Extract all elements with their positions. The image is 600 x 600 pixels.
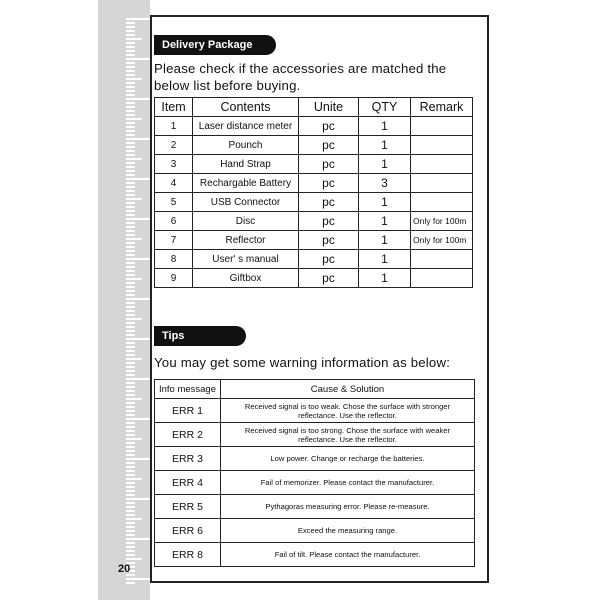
ruler-tick [126, 118, 142, 120]
item-unit: pc [299, 136, 359, 155]
ruler-tick [126, 166, 135, 168]
ruler-tick [126, 142, 135, 144]
ruler-tick [126, 34, 135, 36]
item-remark [411, 174, 473, 193]
item-number: 1 [155, 117, 193, 136]
ruler-tick [126, 138, 150, 140]
table-header-row [155, 380, 475, 399]
column-header: Info message [155, 380, 221, 399]
table-row [155, 231, 473, 250]
ruler-tick [126, 110, 135, 112]
ruler-tick [126, 250, 135, 252]
tips-heading: Tips [154, 326, 246, 346]
ruler-tick [126, 514, 135, 516]
ruler-tick [126, 222, 135, 224]
item-contents: Laser distance meter [193, 117, 299, 136]
ruler-tick [126, 458, 150, 460]
ruler-tick [126, 206, 135, 208]
ruler-tick [126, 350, 135, 352]
ruler-tick [126, 454, 135, 456]
ruler-tick [126, 378, 150, 380]
error-cause: Pythagoras measuring error. Please re-measure. [221, 495, 475, 519]
ruler-tick [126, 482, 135, 484]
delivery-intro-line2: below list before buying. [154, 78, 301, 93]
ruler-tick [126, 502, 135, 504]
item-contents: Giftbox [193, 269, 299, 288]
ruler-tick [126, 150, 135, 152]
ruler-tick [126, 322, 135, 324]
ruler-tick [126, 290, 135, 292]
item-contents: Rechargable Battery [193, 174, 299, 193]
ruler-tick [126, 174, 135, 176]
ruler-tick [126, 318, 142, 320]
ruler-tick [126, 54, 135, 56]
item-unit: pc [299, 174, 359, 193]
ruler-tick [126, 182, 135, 184]
error-cause: Fail of tilt. Please contact the manufacturer. [221, 543, 475, 567]
delivery-intro [154, 60, 446, 94]
item-remark: Only for 100m [411, 212, 473, 231]
table-row [155, 155, 473, 174]
item-unit: pc [299, 212, 359, 231]
item-remark [411, 250, 473, 269]
item-remark [411, 193, 473, 212]
ruler-tick [126, 58, 150, 60]
item-qty: 1 [359, 117, 411, 136]
ruler-tick [126, 234, 135, 236]
item-qty: 1 [359, 155, 411, 174]
ruler-tick [126, 90, 135, 92]
ruler-tick [126, 506, 135, 508]
item-qty: 1 [359, 136, 411, 155]
ruler-tick [126, 474, 135, 476]
ruler-tick [126, 490, 135, 492]
ruler-tick [126, 198, 142, 200]
ruler-tick [126, 298, 150, 300]
error-cause: Exceed the measuring range. [221, 519, 475, 543]
table-header-row [155, 98, 473, 117]
ruler-tick [126, 270, 135, 272]
ruler-tick [126, 330, 135, 332]
ruler-tick [126, 242, 135, 244]
ruler-tick [126, 78, 142, 80]
item-qty: 1 [359, 269, 411, 288]
ruler-tick [126, 202, 135, 204]
ruler-tick [126, 22, 135, 24]
table-row [155, 117, 473, 136]
ruler-tick [126, 218, 150, 220]
ruler-tick [126, 534, 135, 536]
error-code: ERR 1 [155, 399, 221, 423]
ruler-tick [126, 462, 135, 464]
ruler-tick [126, 38, 142, 40]
ruler-tick [126, 446, 135, 448]
ruler-tick [126, 74, 135, 76]
ruler-tick [126, 130, 135, 132]
ruler-tick [126, 418, 150, 420]
ruler-tick [126, 126, 135, 128]
ruler-tick [126, 86, 135, 88]
ruler-tick [126, 518, 142, 520]
ruler-tick [126, 310, 135, 312]
table-row [155, 250, 473, 269]
ruler-tick [126, 266, 135, 268]
ruler-tick [126, 442, 135, 444]
ruler-tick [126, 30, 135, 32]
ruler-tick [126, 402, 135, 404]
ruler-tick [126, 66, 135, 68]
ruler-tick [126, 450, 135, 452]
item-remark [411, 155, 473, 174]
ruler-tick [126, 430, 135, 432]
ruler-tick [126, 194, 135, 196]
column-header: Contents [193, 98, 299, 117]
warning-messages-table [154, 379, 475, 567]
table-row [155, 423, 475, 447]
ruler-tick [126, 338, 150, 340]
page-number: 20 [118, 563, 131, 575]
ruler-tick [126, 258, 150, 260]
error-cause: Fail of memorizer. Please contact the manufacturer. [221, 471, 475, 495]
ruler-tick [126, 62, 135, 64]
table-row [155, 212, 473, 231]
ruler-tick [126, 226, 135, 228]
ruler-tick [126, 438, 142, 440]
column-header: Remark [411, 98, 473, 117]
item-unit: pc [299, 269, 359, 288]
ruler-tick [126, 102, 135, 104]
ruler-tick [126, 538, 150, 540]
item-unit: pc [299, 231, 359, 250]
ruler-tick [126, 410, 135, 412]
item-number: 6 [155, 212, 193, 231]
ruler-tick [126, 486, 135, 488]
ruler-tick [126, 346, 135, 348]
ruler-tick [126, 354, 135, 356]
ruler-tick [126, 554, 135, 556]
column-header: Cause & Solution [221, 380, 475, 399]
ruler-tick [126, 394, 135, 396]
table-row [155, 193, 473, 212]
ruler-tick [126, 426, 135, 428]
item-qty: 1 [359, 250, 411, 269]
ruler-tick [126, 374, 135, 376]
item-number: 9 [155, 269, 193, 288]
ruler-tick [126, 414, 135, 416]
item-number: 2 [155, 136, 193, 155]
ruler-tick [126, 398, 142, 400]
item-unit: pc [299, 155, 359, 174]
ruler-tick [126, 342, 135, 344]
ruler-tick [126, 186, 135, 188]
ruler-tick [126, 170, 135, 172]
ruler-tick [126, 406, 135, 408]
delivery-package-table [154, 97, 473, 288]
ruler-tick [126, 470, 135, 472]
item-contents: Disc [193, 212, 299, 231]
item-qty: 1 [359, 231, 411, 250]
error-code: ERR 8 [155, 543, 221, 567]
item-qty: 3 [359, 174, 411, 193]
table-row [155, 269, 473, 288]
ruler-tick [126, 70, 135, 72]
ruler-tick [126, 122, 135, 124]
ruler-tick [126, 434, 135, 436]
ruler-tick [126, 230, 135, 232]
ruler-tick [126, 510, 135, 512]
ruler-tick [126, 146, 135, 148]
ruler-tick [126, 302, 135, 304]
ruler-tick [126, 530, 135, 532]
ruler-tick [126, 294, 135, 296]
ruler-tick [126, 98, 150, 100]
ruler-tick [126, 386, 135, 388]
ruler-tick [126, 190, 135, 192]
ruler-tick [126, 42, 135, 44]
ruler-tick [126, 366, 135, 368]
ruler-tick [126, 246, 135, 248]
ruler-tick [126, 362, 135, 364]
ruler-tick [126, 50, 135, 52]
ruler-tick [126, 178, 150, 180]
manual-page [150, 15, 489, 583]
ruler-tick [126, 214, 135, 216]
ruler-tick [126, 314, 135, 316]
table-row [155, 519, 475, 543]
ruler-tick [126, 306, 135, 308]
ruler-tick [126, 114, 135, 116]
item-contents: User' s manual [193, 250, 299, 269]
item-number: 3 [155, 155, 193, 174]
ruler-tick [126, 466, 135, 468]
error-cause: Received signal is too strong. Chose the surface with weaker reflectance. Use the reflector. [221, 423, 475, 447]
ruler-tick [126, 46, 135, 48]
item-contents: Hand Strap [193, 155, 299, 174]
error-code: ERR 6 [155, 519, 221, 543]
item-unit: pc [299, 250, 359, 269]
ruler-tick [126, 522, 135, 524]
tips-intro: You may get some warning information as below: [154, 355, 451, 370]
ruler-tick [126, 542, 135, 544]
delivery-package-heading: Delivery Package [154, 35, 276, 55]
table-row [155, 447, 475, 471]
ruler-tick [126, 154, 135, 156]
item-contents: Reflector [193, 231, 299, 250]
item-contents: Pounch [193, 136, 299, 155]
ruler-tick [126, 358, 142, 360]
error-code: ERR 2 [155, 423, 221, 447]
item-number: 5 [155, 193, 193, 212]
table-row [155, 399, 475, 423]
item-remark: Only for 100m [411, 231, 473, 250]
error-code: ERR 5 [155, 495, 221, 519]
ruler-tick [126, 422, 135, 424]
table-row [155, 495, 475, 519]
ruler-tick [126, 478, 142, 480]
ruler-tick [126, 550, 135, 552]
ruler-tick [126, 382, 135, 384]
ruler-tick [126, 278, 142, 280]
ruler-tick [126, 494, 135, 496]
ruler-tick [126, 262, 135, 264]
item-remark [411, 117, 473, 136]
item-number: 4 [155, 174, 193, 193]
ruler-tick [126, 578, 150, 580]
ruler-tick [126, 254, 135, 256]
table-row [155, 136, 473, 155]
error-code: ERR 3 [155, 447, 221, 471]
item-remark [411, 136, 473, 155]
ruler-tick [126, 498, 150, 500]
item-number: 8 [155, 250, 193, 269]
column-header: QTY [359, 98, 411, 117]
item-contents: USB Connector [193, 193, 299, 212]
ruler-tick [126, 274, 135, 276]
ruler-tick [126, 282, 135, 284]
ruler-tick [126, 582, 135, 584]
ruler-tick [126, 134, 135, 136]
item-unit: pc [299, 193, 359, 212]
ruler-tick [126, 158, 142, 160]
error-code: ERR 4 [155, 471, 221, 495]
column-header: Unite [299, 98, 359, 117]
ruler-tick [126, 334, 135, 336]
ruler-tick [126, 82, 135, 84]
error-cause: Low power. Change or recharge the batteries. [221, 447, 475, 471]
item-remark [411, 269, 473, 288]
ruler-tick [126, 526, 135, 528]
error-cause: Received signal is too weak. Chose the surface with stronger reflectance. Use the reflector. [221, 399, 475, 423]
ruler-tick [126, 238, 142, 240]
ruler-scale [126, 18, 150, 590]
ruler-tick [126, 326, 135, 328]
item-qty: 1 [359, 193, 411, 212]
ruler-tick [126, 286, 135, 288]
item-unit: pc [299, 117, 359, 136]
delivery-intro-line1: Please check if the accessories are matched the [154, 61, 447, 76]
ruler-tick [126, 370, 135, 372]
table-row [155, 543, 475, 567]
ruler-tick [126, 18, 150, 20]
table-row [155, 471, 475, 495]
ruler-tick [126, 162, 135, 164]
item-qty: 1 [359, 212, 411, 231]
ruler-tick [126, 94, 135, 96]
item-number: 7 [155, 231, 193, 250]
ruler-tick [126, 26, 135, 28]
ruler-tick [126, 390, 135, 392]
ruler-tick [126, 558, 142, 560]
ruler-tick [126, 106, 135, 108]
ruler-tick [126, 210, 135, 212]
ruler-tick [126, 546, 135, 548]
column-header: Item [155, 98, 193, 117]
table-row [155, 174, 473, 193]
